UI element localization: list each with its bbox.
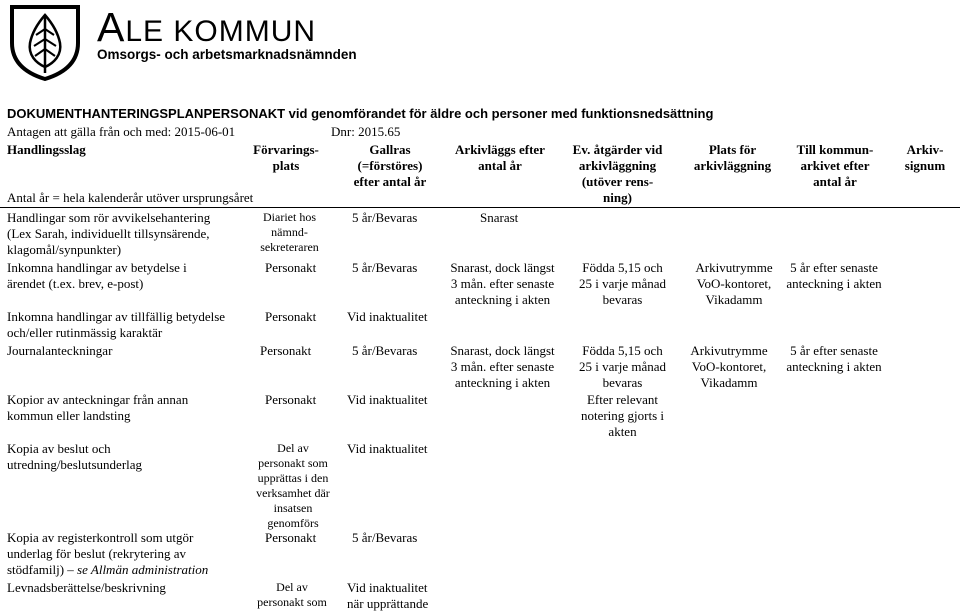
table-cell-forvaring: Del av personakt som upprättas i den verksamhet där insatsen genomförs: [256, 441, 330, 530]
table-cell-kommunarkiv: 5 år efter senaste anteckning i akten: [786, 343, 882, 374]
header-divider: [0, 207, 960, 208]
col-forvaringsplats: Förvarings- plats: [253, 142, 319, 173]
cross-reference-link: se Allmän administration: [77, 562, 209, 577]
table-cell-arkivlaggs: Snarast, dock längst 3 mån. efter senaste anteckning i akten: [450, 260, 555, 307]
col-plats: Plats för arkivläggning: [693, 142, 772, 173]
table-cell-forvaring: Personakt: [265, 392, 317, 407]
table-cell-gallras: 5 år/Bevaras: [352, 260, 418, 275]
table-cell-arkivlaggs: Snarast: [480, 210, 519, 225]
document-title: DOKUMENTHANTERINGSPLANPERSONAKT vid genomförandet för äldre och personer med funktionsnedsättning: [7, 106, 714, 121]
table-cell-atgarder: Efter relevant notering gjorts i akten: [580, 392, 665, 439]
table-cell-kommunarkiv: 5 år efter senaste anteckning i akten: [786, 260, 882, 291]
ale-kommun-logo: [8, 3, 82, 81]
table-cell-gallras: 5 år/Bevaras: [352, 210, 418, 225]
col-arkivlaggs: Arkivläggs efter antal år: [455, 142, 545, 173]
table-row-handlingsslag: Kopior av anteckningar från annan kommun eller landsting: [7, 392, 189, 423]
table-cell-gallras: Vid inaktualitet: [347, 309, 428, 324]
table-row-handlingsslag: Levnadsberättelse/beskrivning: [7, 580, 166, 595]
col-kommunarkiv: Till kommun- arkivet efter antal år: [796, 142, 874, 189]
table-cell-atgarder: Födda 5,15 och 25 i varje månad bevaras: [579, 260, 666, 307]
table-cell-gallras: Vid inaktualitet: [347, 392, 428, 407]
table-row-handlingsslag: Inkomna handlingar av betydelse i ärendet (t.ex. brev, e-post): [7, 260, 187, 291]
table-cell-plats: Arkivutrymme VoO-kontoret, Vikadamm: [690, 343, 768, 390]
table-cell-gallras: 5 år/Bevaras: [352, 343, 418, 358]
table-row-handlingsslag: Inkomna handlingar av tillfällig betydelse och/eller rutinmässig karaktär: [7, 309, 226, 340]
table-cell-forvaring: Personakt: [265, 309, 317, 324]
col-handlingsslag: Handlingsslag: [7, 142, 86, 157]
col-signum: Arkiv- signum: [904, 142, 946, 173]
table-row-handlingsslag: Kopia av registerkontroll som utgör underlag för beslut (rekrytering av stödfamilj) – se Allmän administration: [7, 530, 209, 577]
table-cell-gallras: Vid inaktualitet när upprättande: [347, 580, 429, 611]
table-cell-forvaring: Del av personakt som: [257, 580, 327, 609]
table-cell-gallras: Vid inaktualitet: [347, 441, 428, 456]
col-gallras: Gallras (=förstöres) efter antal år: [353, 142, 427, 189]
table-row-handlingsslag: Journalanteckningar: [7, 343, 113, 358]
org-subtitle: Omsorgs- och arbetsmarknadsnämnden: [97, 47, 357, 62]
table-cell-atgarder: Födda 5,15 och 25 i varje månad bevaras: [579, 343, 666, 390]
table-cell-plats: Arkivutrymme VoO-kontoret, Vikadamm: [695, 260, 773, 307]
table-cell-gallras: 5 år/Bevaras: [352, 530, 418, 545]
table-cell-arkivlaggs: Snarast, dock längst 3 mån. efter senaste anteckning i akten: [450, 343, 555, 390]
col-handlingsslag-note: Antal år = hela kalenderår utöver ursprungsåret: [7, 190, 254, 205]
table-cell-forvaring: Personakt: [265, 530, 317, 545]
adopted-date: Antagen att gälla från och med: 2015-06-01: [7, 124, 236, 139]
table-cell-forvaring: Personakt: [260, 343, 312, 358]
org-name: ALE KOMMUN: [97, 4, 317, 50]
table-cell-forvaring: Diariet hos nämnd- sekreteraren: [260, 210, 319, 254]
col-atgarder: Ev. åtgärder vid arkivläggning (utöver rens- ning): [572, 142, 663, 205]
dnr: Dnr: 2015.65: [331, 124, 401, 139]
table-row-handlingsslag: Handlingar som rör avvikelsehantering (Lex Sarah, individuellt tillsynsärende, klagomål/synpunkter): [7, 210, 211, 257]
table-row-handlingsslag: Kopia av beslut och utredning/beslutsunderlag: [7, 441, 143, 472]
table-cell-forvaring: Personakt: [265, 260, 317, 275]
